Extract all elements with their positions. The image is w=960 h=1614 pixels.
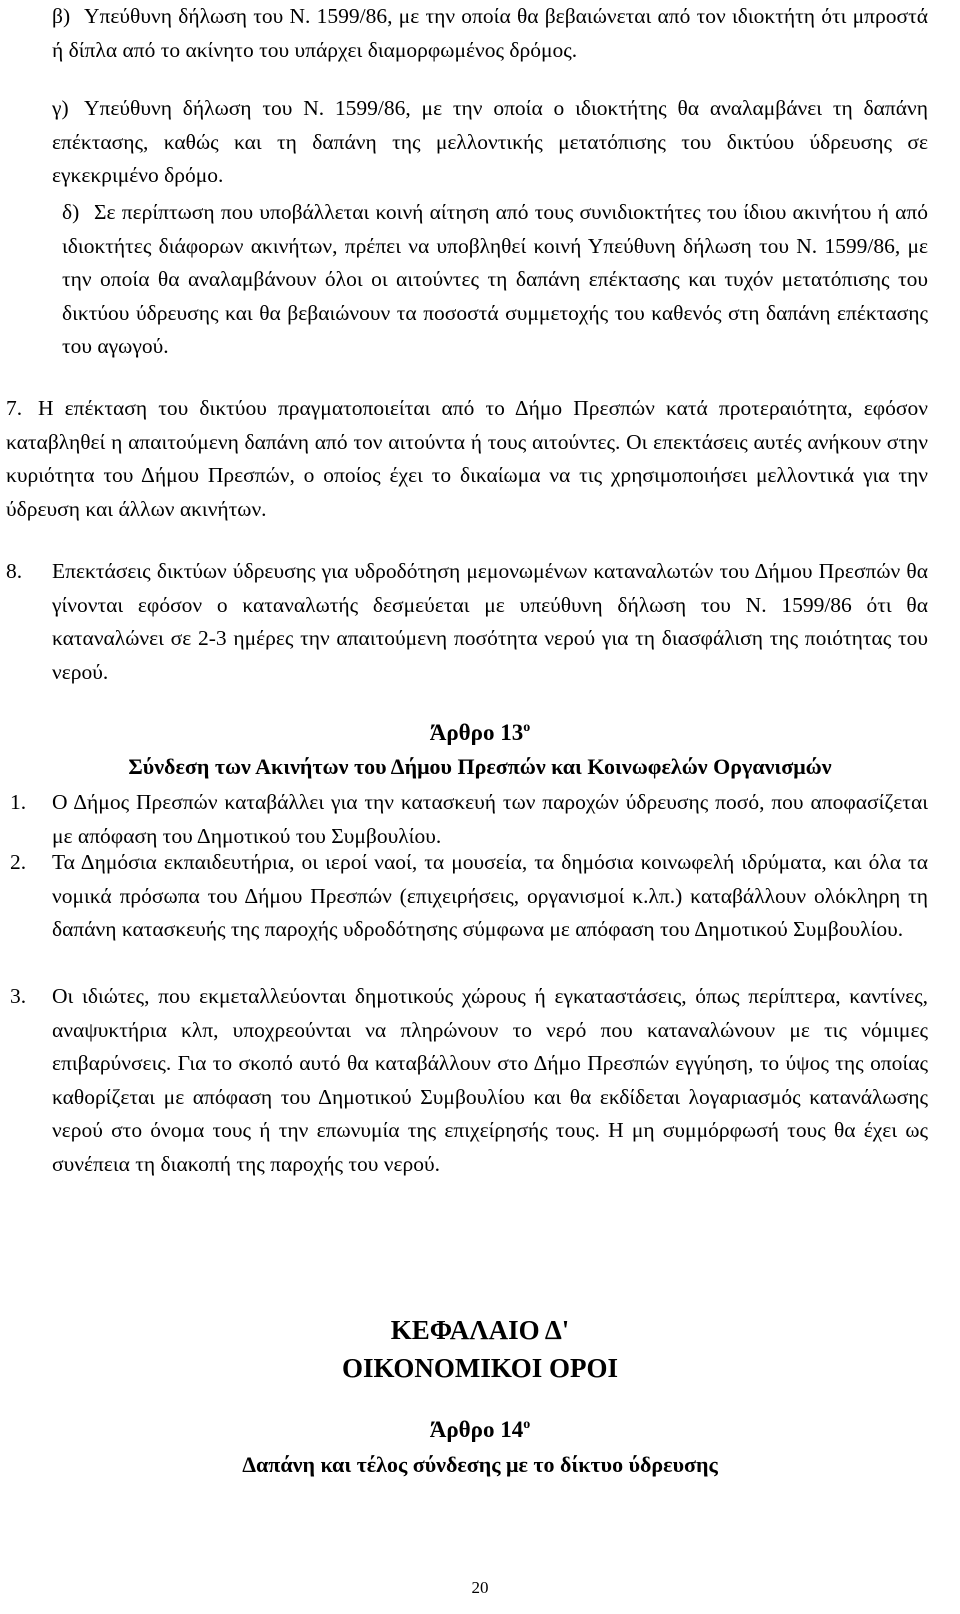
chapter-subheading: ΟΙΚΟΝΟΜΙΚΟΙ ΟΡΟΙ (342, 1353, 618, 1383)
article-13-heading (0, 718, 960, 748)
item-number-13-3: 3. (10, 984, 27, 1008)
ordinal-superscript: ο (523, 1417, 531, 1432)
item-number-8: 8. (6, 559, 23, 583)
article-14-title: Άρθρο 14 (429, 1417, 524, 1442)
article-14-subtitle: Δαπάνη και τέλος σύνδεσης με το δίκτυο ύδρευσης (242, 1452, 718, 1477)
item-label-gamma: γ) (52, 96, 69, 120)
item-8-text: Επεκτάσεις δικτύων ύδρευσης για υδροδότηση μεμονωμένων καταναλωτών του Δήμου Πρεσπών θα γίνονται εφόσον ο καταναλωτής δεσμεύεται με υπεύθυνη δήλωση του Ν. 1599/86 ότι θα καταναλώνει σε 2-3 ημέρες την απαιτούμενη ποσότητα νερού για τη διασφάλιση της ποιότητας του νερού. (52, 559, 928, 684)
item-number-13-1: 1. (10, 790, 27, 814)
paragraph-delta: Σε περίπτωση που υποβάλλεται κοινή αίτηση από τους συνιδιοκτήτες του ίδιου ακινήτου ή από ιδιοκτήτες διάφορων ακινήτων, πρέπει να υποβληθεί κοινή Υπεύθυνη δήλωση του Ν. 1599/86, με την οποία θα αναλαμβάνουν όλοι οι αιτούντες τη δαπάνη επέκτασης και τυχόν μετατόπισης του δικτύου ύδρευσης και θα βεβαιώνουν τα ποσοστά συμμετοχής του καθενός στη δαπάνη επέκτασης του αγωγού. (62, 200, 928, 358)
article-14-heading (0, 1415, 960, 1445)
item-label-beta: β) (52, 4, 71, 28)
item-13-1-text: Ο Δήμος Πρεσπών καταβάλλει για την κατασκευή των παροχών ύδρευσης ποσό, που αποφασίζεται με απόφαση του Δημοτικού του Συμβουλίου. (52, 790, 928, 848)
item-number-7: 7. (6, 396, 23, 420)
article-13-subtitle: Σύνδεση των Ακινήτων του Δήμου Πρεσπών και Κοινωφελών Οργανισμών (128, 754, 832, 779)
chapter-heading: ΚΕΦΑΛΑΙΟ Δ' (390, 1315, 570, 1345)
item-label-delta: δ) (62, 200, 80, 224)
item-13-3-text: Οι ιδιώτες, που εκμεταλλεύονται δημοτικούς χώρους ή εγκαταστάσεις, όπως περίπτερα, καντίνες, αναψυκτήρια κλπ, υποχρεούνται να πληρώνουν το νερό που καταναλώνουν με τις νόμιμες επιβαρύνσεις. Για το σκοπό αυτό θα καταβάλλουν στο Δήμο Πρεσπών εγγύηση, το ύψος της οποίας καθορίζεται με απόφαση του Δημοτικού Συμβουλίου και θα εκδίδεται λογαριασμός κατανάλωσης νερού στο όνομα τους ή την επωνυμία της επιχείρησής τους. Η μη συμμόρφωσή τους θα έχει ως συνέπεια τη διακοπή της παροχής του νερού. (52, 984, 928, 1176)
paragraph-gamma: Υπεύθυνη δήλωση του Ν. 1599/86, με την οποία ο ιδιοκτήτης θα αναλαμβάνει τη δαπάνη επέκτασης, καθώς και τη δαπάνη της μελλοντικής μετατόπισης του δικτύου ύδρευσης σε εγκεκριμένο δρόμο. (52, 96, 928, 187)
page-number: 20 (471, 1578, 489, 1597)
ordinal-superscript: ο (523, 720, 531, 735)
item-number-13-2: 2. (10, 850, 27, 874)
paragraph-beta: Υπεύθυνη δήλωση του Ν. 1599/86, με την οποία θα βεβαιώνεται από τον ιδιοκτήτη ότι μπροστά ή δίπλα από το ακίνητο του υπάρχει διαμορφωμένος δρόμος. (52, 4, 928, 62)
item-13-2-text: Τα Δημόσια εκπαιδευτήρια, οι ιεροί ναοί, τα μουσεία, τα δημόσια κοινωφελή ιδρύματα, και όλα τα νομικά πρόσωπα του Δήμου Πρεσπών (επιχειρήσεις, οργανισμοί κ.λπ.) καταβάλλουν ολόκληρη τη δαπάνη κατασκευής της παροχής υδροδότησης σύμφωνα με απόφαση του Δημοτικού Συμβουλίου. (52, 850, 928, 941)
item-7-text: Η επέκταση του δικτύου πραγματοποιείται από το Δήμο Πρεσπών κατά προτεραιότητα, εφόσον καταβληθεί η απαιτούμενη δαπάνη από τον αιτούντα ή τους αιτούντες. Οι επεκτάσεις αυτές ανήκουν στην κυριότητα του Δήμου Πρεσπών, ο οποίος έχει το δικαίωμα να τις χρησιμοποιήσει μελλοντικά για την ύδρευση και άλλων ακινήτων. (6, 396, 928, 521)
article-13-title: Άρθρο 13 (429, 720, 524, 745)
